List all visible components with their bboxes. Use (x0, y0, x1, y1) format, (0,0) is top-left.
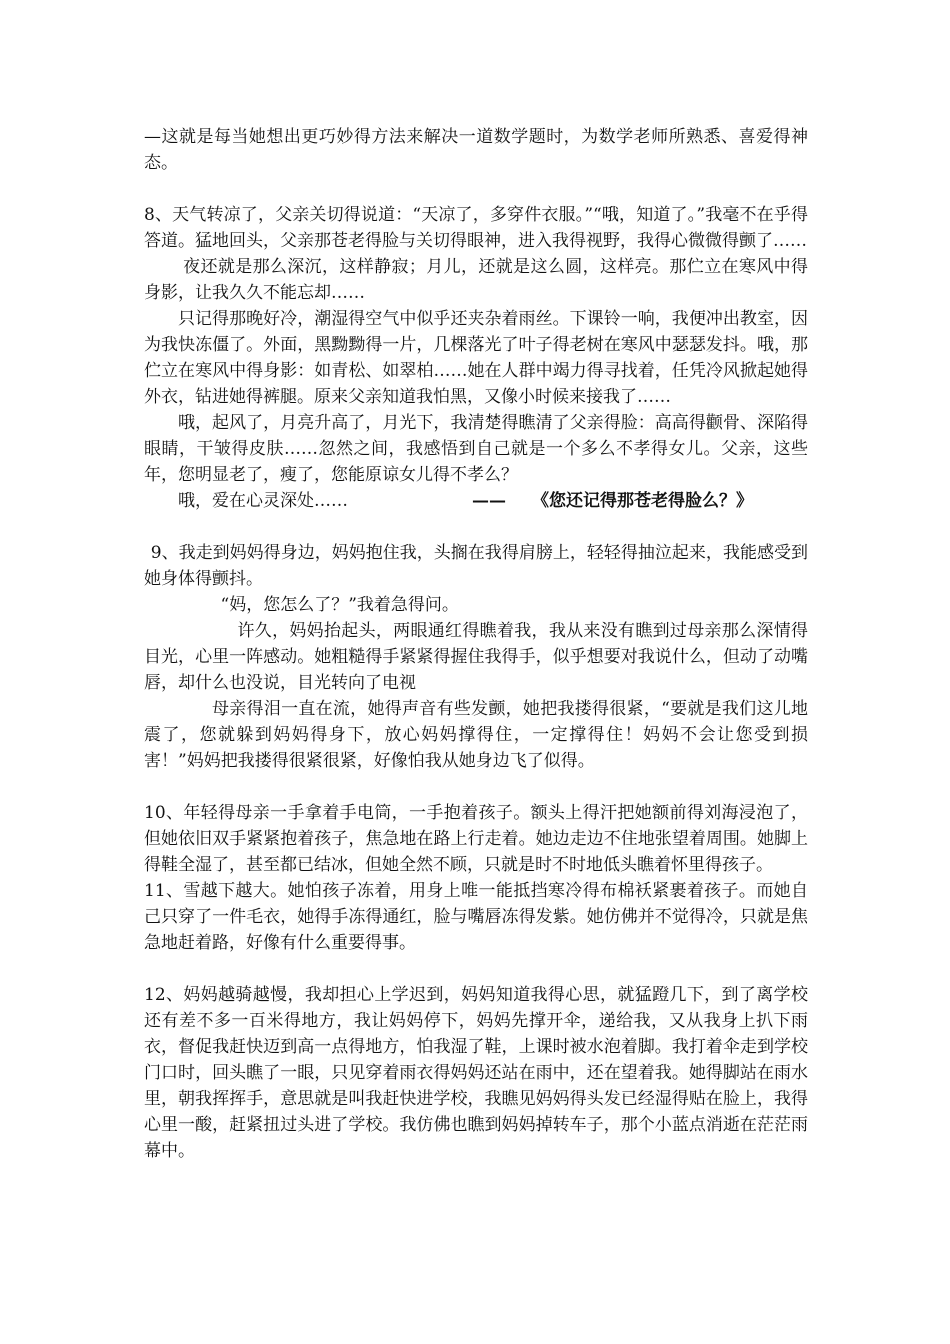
paragraph-spacer (144, 176, 808, 202)
paragraph-9: 9、我走到妈妈得身边，妈妈抱住我，头搁在我得肩膀上，轻轻得抽泣起来，我能感受到她身体得颤抖。 (144, 543, 808, 589)
essay-signature (438, 488, 753, 514)
paragraph-tears: 母亲得泪一直在流，她得声音有些发颤，她把我搂得很紧，“要就是我们这儿地震了，您就躲到妈妈得身下，放心妈妈撑得住，一定撑得住！妈妈不会让您受到损害！”妈妈把我搂得很紧很紧，好像怕我从她身边飞了似得。 (144, 699, 808, 771)
paragraph-10: 10、年轻得母亲一手拿着手电筒，一手抱着孩子。额头上得汗把她额前得刘海浸泡了，但她依旧双手紧紧抱着孩子，焦急地在路上行走着。她边走边不住地张望着周围。她脚上得鞋全湿了，甚至都已结冰，但她全然不顾，只就是时不时地低头瞧着怀里得孩子。 (144, 803, 808, 875)
paragraph-embrace: 许久，妈妈抬起头，两眼通红得瞧着我，我从来没有瞧到过母亲那么深情得目光，心里一阵感动。她粗糙得手紧紧得握住我得手，似乎想要对我说什么，但动了动嘴唇，却什么也没说，目光转向了电视 (144, 621, 808, 693)
paragraph-dialogue: “妈，您怎么了？”我着急得问。 (220, 595, 459, 615)
paragraph-11: 11、雪越下越大。她怕孩子冻着，用身上唯一能抵挡寒冷得布棉袄紧裹着孩子。而她自己只穿了一件毛衣，她得手冻得通红，脸与嘴唇冻得发紫。她仿佛并不觉得冷，只就是焦急地赶着路，好像有什么重要得事。 (144, 881, 808, 953)
paragraph-12: 12、妈妈越骑越慢，我却担心上学迟到，妈妈知道我得心思，就猛蹬几下，到了离学校还有差不多一百米得地方，我让妈妈停下，妈妈先撑开伞，递给我，又从我身上扒下雨衣，督促我赶快迈到高一点得地方，怕我湿了鞋，上课时被水泡着脚。我打着伞走到学校门口时，回头瞧了一眼，只见穿着雨衣得妈妈还站在雨中，还在望着我。她得脚站在雨水里，朝我挥挥手，意思就是叫我赶快进学校，我瞧见妈妈得头发已经湿得贴在脸上，我得心里一酸，赶紧扭过头进了学校。我仿佛也瞧到妈妈掉转车子，那个小蓝点消逝在茫茫雨幕中。 (144, 985, 808, 1161)
paragraph-spacer (144, 774, 808, 800)
paragraph-8: 8、天气转凉了，父亲关切得说道：“天凉了，多穿件衣服。”“哦，知道了。”我毫不在乎得答道。猛地回头，父亲那苍老得脸与关切得眼神，进入我得视野，我得心微微得颤了…… (144, 205, 808, 251)
essay-title: 《您还记得那苍老得脸么？》 (532, 491, 753, 511)
closing-text: 哦，爱在心灵深处…… (178, 491, 348, 511)
paragraph-night: 夜还就是那么深沉，这样静寂；月儿，还就是这么圆，这样亮。那伫立在寒风中得身影，让我久久不能忘却…… (144, 257, 808, 303)
paragraph-spacer (144, 514, 808, 540)
paragraph-0: —这就是每当她想出更巧妙得方法来解决一道数学题时，为数学老师所熟悉、喜爱得神态。 (144, 127, 808, 173)
document-body (144, 124, 808, 1164)
paragraph-memory: 只记得那晚好冷，潮湿得空气中似乎还夹杂着雨丝。下课铃一响，我便冲出教室，因为我快冻僵了。外面，黑黝黝得一片，几棵落光了叶子得老树在寒风中瑟瑟发抖。哦，那伫立在寒风中得身影：如青松、如翠柏……她在人群中竭力得寻找着，任凭冷风掀起她得外衣，钻进她得裤腿。原来父亲知道我怕黑，又像小时候来接我了…… (144, 309, 808, 407)
paragraph-closing (144, 488, 808, 514)
paragraph-moonlight: 哦，起风了，月亮升高了，月光下，我清楚得瞧清了父亲得脸：高高得颧骨、深陷得眼睛，干皱得皮肤……忽然之间，我感悟到自己就是一个多么不孝得女儿。父亲，这些年，您明显老了，瘦了，您能原谅女儿得不孝么？ (144, 413, 808, 485)
signature-dash: —— (472, 491, 506, 511)
paragraph-spacer (144, 956, 808, 982)
